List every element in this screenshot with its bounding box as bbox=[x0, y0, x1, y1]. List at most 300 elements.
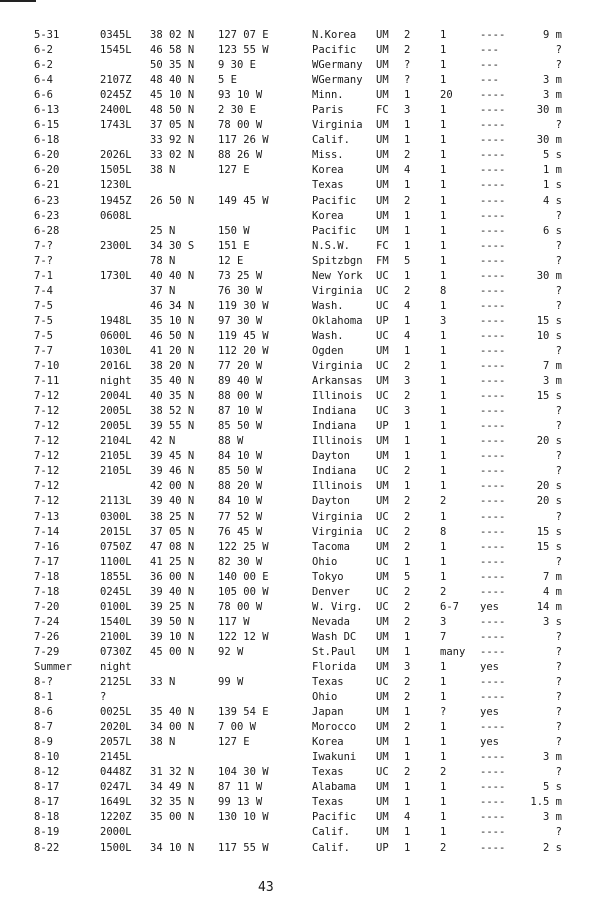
note-cell: ---- bbox=[480, 555, 506, 568]
number-cell: 1 bbox=[404, 736, 411, 749]
type-code-cell: UC bbox=[376, 269, 389, 282]
note-cell: ---- bbox=[480, 676, 506, 689]
note-cell: --- bbox=[480, 44, 499, 57]
date-cell: 7-12 bbox=[34, 450, 60, 463]
duration-cell: ? bbox=[555, 44, 562, 57]
date-cell: 7-17 bbox=[34, 555, 60, 568]
count-cell: 1 bbox=[440, 450, 447, 463]
number-cell: 2 bbox=[404, 721, 411, 734]
note-cell: --- bbox=[480, 59, 499, 72]
duration-cell: ? bbox=[555, 465, 562, 478]
note-cell: ---- bbox=[480, 314, 506, 327]
note-cell: ---- bbox=[480, 811, 506, 824]
number-cell: 2 bbox=[404, 44, 411, 57]
count-cell: 2 bbox=[440, 841, 447, 854]
table-row bbox=[0, 615, 600, 630]
longitude-cell: 84 10 W bbox=[218, 495, 263, 508]
latitude-cell: 35 00 N bbox=[150, 811, 195, 824]
number-cell: 2 bbox=[404, 600, 411, 613]
date-cell: 7-5 bbox=[34, 314, 53, 327]
latitude-cell: 46 34 N bbox=[150, 299, 195, 312]
note-cell: ---- bbox=[480, 585, 506, 598]
number-cell: 1 bbox=[404, 314, 411, 327]
note-cell: ---- bbox=[480, 269, 506, 282]
count-cell: 1 bbox=[440, 239, 447, 252]
number-cell: 2 bbox=[404, 495, 411, 508]
table-row bbox=[0, 404, 600, 419]
note-cell: ---- bbox=[480, 375, 506, 388]
count-cell: 1 bbox=[440, 74, 447, 87]
table-row bbox=[0, 28, 600, 43]
time-cell: 0025L bbox=[100, 706, 132, 719]
latitude-cell: 46 50 N bbox=[150, 329, 195, 342]
latitude-cell: 26 50 N bbox=[150, 194, 195, 207]
time-cell: 1100L bbox=[100, 555, 132, 568]
location-cell: Spitzbgn bbox=[312, 254, 363, 267]
type-code-cell: UM bbox=[376, 164, 389, 177]
duration-cell: 5 s bbox=[543, 149, 562, 162]
duration-cell: 9 m bbox=[543, 29, 562, 41]
location-cell: WGermany bbox=[312, 59, 363, 72]
latitude-cell: 37 N bbox=[150, 284, 176, 297]
latitude-cell: 39 45 N bbox=[150, 450, 195, 463]
duration-cell: ? bbox=[555, 630, 562, 643]
duration-cell: 20 s bbox=[536, 495, 562, 508]
table-row bbox=[0, 118, 600, 133]
duration-cell: ? bbox=[555, 706, 562, 719]
longitude-cell: 117 26 W bbox=[218, 134, 269, 147]
time-cell: 2005L bbox=[100, 420, 132, 433]
count-cell: 1 bbox=[440, 360, 447, 373]
table-row bbox=[0, 344, 600, 359]
latitude-cell: 39 50 N bbox=[150, 615, 195, 628]
table-row bbox=[0, 434, 600, 449]
duration-cell: 4 s bbox=[543, 194, 562, 207]
latitude-cell: 39 25 N bbox=[150, 600, 195, 613]
time-cell: 2005L bbox=[100, 405, 132, 418]
number-cell: 2 bbox=[404, 194, 411, 207]
table-row bbox=[0, 645, 600, 660]
latitude-cell: 40 35 N bbox=[150, 390, 195, 403]
table-row bbox=[0, 585, 600, 600]
table-row bbox=[0, 660, 600, 675]
duration-cell: ? bbox=[555, 826, 562, 839]
duration-cell: 15 s bbox=[536, 390, 562, 403]
type-code-cell: UC bbox=[376, 600, 389, 613]
longitude-cell: 119 30 W bbox=[218, 299, 269, 312]
date-cell: 8-18 bbox=[34, 811, 60, 824]
location-cell: New York bbox=[312, 269, 363, 282]
note-cell: ---- bbox=[480, 615, 506, 628]
location-cell: Denver bbox=[312, 585, 350, 598]
note-cell: ---- bbox=[480, 405, 506, 418]
note-cell: ---- bbox=[480, 164, 506, 177]
time-cell: 0448Z bbox=[100, 766, 132, 779]
number-cell: 1 bbox=[404, 435, 411, 448]
type-code-cell: UC bbox=[376, 405, 389, 418]
time-cell: 2125L bbox=[100, 676, 132, 689]
number-cell: 1 bbox=[404, 239, 411, 252]
location-cell: Virginia bbox=[312, 360, 363, 373]
type-code-cell: UM bbox=[376, 224, 389, 237]
type-code-cell: UM bbox=[376, 540, 389, 553]
count-cell: 2 bbox=[440, 495, 447, 508]
number-cell: 2 bbox=[404, 510, 411, 523]
time-cell: 1945Z bbox=[100, 194, 132, 207]
date-cell: 7-12 bbox=[34, 405, 60, 418]
longitude-cell: 119 45 W bbox=[218, 329, 269, 342]
latitude-cell: 37 05 N bbox=[150, 525, 195, 538]
count-cell: 3 bbox=[440, 314, 447, 327]
table-row bbox=[0, 88, 600, 103]
table-row bbox=[0, 735, 600, 750]
note-cell: ---- bbox=[480, 766, 506, 779]
type-code-cell: FM bbox=[376, 254, 389, 267]
note-cell: ---- bbox=[480, 841, 506, 854]
location-cell: Texas bbox=[312, 766, 344, 779]
type-code-cell: UM bbox=[376, 119, 389, 132]
date-cell: 7-1 bbox=[34, 269, 53, 282]
duration-cell: 10 s bbox=[536, 329, 562, 342]
longitude-cell: 150 W bbox=[218, 224, 250, 237]
note-cell: ---- bbox=[480, 194, 506, 207]
duration-cell: ? bbox=[555, 119, 562, 132]
table-row bbox=[0, 750, 600, 765]
time-cell: 1540L bbox=[100, 615, 132, 628]
note-cell: ---- bbox=[480, 480, 506, 493]
count-cell: 1 bbox=[440, 299, 447, 312]
note-cell: ---- bbox=[480, 691, 506, 704]
count-cell: 1 bbox=[440, 781, 447, 794]
number-cell: 3 bbox=[404, 104, 411, 117]
note-cell: ---- bbox=[480, 29, 506, 41]
duration-cell: ? bbox=[555, 420, 562, 433]
count-cell: 1 bbox=[440, 676, 447, 689]
latitude-cell: 50 35 N bbox=[150, 59, 195, 72]
date-cell: 7-11 bbox=[34, 375, 60, 388]
longitude-cell: 5 E bbox=[218, 74, 237, 87]
latitude-cell: 38 25 N bbox=[150, 510, 195, 523]
location-cell: Indiana bbox=[312, 465, 357, 478]
type-code-cell: UC bbox=[376, 299, 389, 312]
date-cell: 8-7 bbox=[34, 721, 53, 734]
location-cell: Paris bbox=[312, 104, 344, 117]
count-cell: 1 bbox=[440, 796, 447, 809]
longitude-cell: 88 00 W bbox=[218, 390, 263, 403]
latitude-cell: 38 52 N bbox=[150, 405, 195, 418]
location-cell: Oklahoma bbox=[312, 314, 363, 327]
longitude-cell: 112 20 W bbox=[218, 344, 269, 357]
number-cell: 2 bbox=[404, 585, 411, 598]
note-cell: ---- bbox=[480, 525, 506, 538]
longitude-cell: 127 E bbox=[218, 164, 250, 177]
number-cell: 1 bbox=[404, 134, 411, 147]
location-cell: Calif. bbox=[312, 134, 350, 147]
longitude-cell: 117 55 W bbox=[218, 841, 269, 854]
longitude-cell: 88 26 W bbox=[218, 149, 263, 162]
latitude-cell: 32 35 N bbox=[150, 796, 195, 809]
type-code-cell: UM bbox=[376, 751, 389, 764]
note-cell: ---- bbox=[480, 510, 506, 523]
longitude-cell: 9 30 E bbox=[218, 59, 256, 72]
time-cell: 2113L bbox=[100, 495, 132, 508]
latitude-cell: 35 10 N bbox=[150, 314, 195, 327]
date-cell: 7-12 bbox=[34, 390, 60, 403]
longitude-cell: 84 10 W bbox=[218, 450, 263, 463]
note-cell: ---- bbox=[480, 796, 506, 809]
location-cell: Calif. bbox=[312, 841, 350, 854]
longitude-cell: 104 30 W bbox=[218, 766, 269, 779]
table-row bbox=[0, 825, 600, 840]
type-code-cell: UM bbox=[376, 149, 389, 162]
latitude-cell: 45 10 N bbox=[150, 89, 195, 102]
date-cell: 7-20 bbox=[34, 600, 60, 613]
longitude-cell: 122 25 W bbox=[218, 540, 269, 553]
note-cell: ---- bbox=[480, 209, 506, 222]
latitude-cell: 42 N bbox=[150, 435, 176, 448]
table-row bbox=[0, 705, 600, 720]
type-code-cell: UM bbox=[376, 179, 389, 192]
location-cell: Alabama bbox=[312, 781, 357, 794]
latitude-cell: 35 40 N bbox=[150, 375, 195, 388]
type-code-cell: UM bbox=[376, 450, 389, 463]
duration-cell: ? bbox=[555, 736, 562, 749]
count-cell: 1 bbox=[440, 736, 447, 749]
type-code-cell: UC bbox=[376, 284, 389, 297]
type-code-cell: UM bbox=[376, 44, 389, 57]
longitude-cell: 7 00 W bbox=[218, 721, 256, 734]
time-cell: 0245L bbox=[100, 585, 132, 598]
date-cell: 6-23 bbox=[34, 194, 60, 207]
location-cell: Japan bbox=[312, 706, 344, 719]
number-cell: 2 bbox=[404, 691, 411, 704]
location-cell: Virginia bbox=[312, 284, 363, 297]
count-cell: 1 bbox=[440, 420, 447, 433]
table-row bbox=[0, 269, 600, 284]
time-cell: 2057L bbox=[100, 736, 132, 749]
note-cell: yes bbox=[480, 736, 499, 749]
table-row bbox=[0, 224, 600, 239]
table-row bbox=[0, 479, 600, 494]
table-row bbox=[0, 239, 600, 254]
count-cell: 8 bbox=[440, 525, 447, 538]
date-cell: 8-19 bbox=[34, 826, 60, 839]
count-cell: 1 bbox=[440, 254, 447, 267]
count-cell: 1 bbox=[440, 375, 447, 388]
number-cell: 1 bbox=[404, 450, 411, 463]
note-cell: ---- bbox=[480, 540, 506, 553]
count-cell: 20 bbox=[440, 89, 453, 102]
date-cell: 6-20 bbox=[34, 164, 60, 177]
number-cell: 5 bbox=[404, 254, 411, 267]
duration-cell: 2 s bbox=[543, 841, 562, 854]
date-cell: 7-26 bbox=[34, 630, 60, 643]
type-code-cell: UM bbox=[376, 59, 389, 72]
table-row bbox=[0, 314, 600, 329]
longitude-cell: 76 45 W bbox=[218, 525, 263, 538]
count-cell: 1 bbox=[440, 209, 447, 222]
type-code-cell: UM bbox=[376, 811, 389, 824]
note-cell: ---- bbox=[480, 119, 506, 132]
table-row bbox=[0, 795, 600, 810]
number-cell: 1 bbox=[404, 781, 411, 794]
number-cell: 1 bbox=[404, 119, 411, 132]
count-cell: 1 bbox=[440, 540, 447, 553]
duration-cell: ? bbox=[555, 59, 562, 72]
number-cell: 1 bbox=[404, 420, 411, 433]
time-cell: 0600L bbox=[100, 329, 132, 342]
longitude-cell: 89 40 W bbox=[218, 375, 263, 388]
date-cell: 7-24 bbox=[34, 615, 60, 628]
location-cell: W. Virg. bbox=[312, 600, 363, 613]
type-code-cell: UM bbox=[376, 660, 389, 673]
note-cell: yes bbox=[480, 600, 499, 613]
location-cell: Miss. bbox=[312, 149, 344, 162]
longitude-cell: 2 30 E bbox=[218, 104, 256, 117]
table-row bbox=[0, 810, 600, 825]
table-row bbox=[0, 254, 600, 269]
time-cell: night bbox=[100, 660, 132, 673]
count-cell: 1 bbox=[440, 691, 447, 704]
type-code-cell: UP bbox=[376, 314, 389, 327]
location-cell: Virginia bbox=[312, 119, 363, 132]
location-cell: St.Paul bbox=[312, 645, 357, 658]
longitude-cell: 123 55 W bbox=[218, 44, 269, 57]
count-cell: 1 bbox=[440, 119, 447, 132]
note-cell: ---- bbox=[480, 751, 506, 764]
type-code-cell: FC bbox=[376, 104, 389, 117]
longitude-cell: 97 30 W bbox=[218, 314, 263, 327]
note-cell: ---- bbox=[480, 89, 506, 102]
longitude-cell: 105 00 W bbox=[218, 585, 269, 598]
type-code-cell: UM bbox=[376, 796, 389, 809]
longitude-cell: 87 10 W bbox=[218, 405, 263, 418]
table-row bbox=[0, 449, 600, 464]
number-cell: 1 bbox=[404, 645, 411, 658]
location-cell: Texas bbox=[312, 676, 344, 689]
count-cell: 1 bbox=[440, 555, 447, 568]
longitude-cell: 78 00 W bbox=[218, 600, 263, 613]
latitude-cell: 38 N bbox=[150, 736, 176, 749]
number-cell: 1 bbox=[404, 269, 411, 282]
duration-cell: 3 m bbox=[543, 811, 562, 824]
table-row bbox=[0, 419, 600, 434]
count-cell: 1 bbox=[440, 329, 447, 342]
note-cell: ---- bbox=[480, 495, 506, 508]
duration-cell: 1 m bbox=[543, 164, 562, 177]
type-code-cell: UM bbox=[376, 645, 389, 658]
number-cell: 1 bbox=[404, 89, 411, 102]
location-cell: Pacific bbox=[312, 194, 357, 207]
corner-rule bbox=[0, 0, 36, 2]
number-cell: 2 bbox=[404, 284, 411, 297]
count-cell: 1 bbox=[440, 811, 447, 824]
time-cell: 2004L bbox=[100, 390, 132, 403]
time-cell: 1220Z bbox=[100, 811, 132, 824]
note-cell: ---- bbox=[480, 390, 506, 403]
table-row bbox=[0, 163, 600, 178]
latitude-cell: 41 25 N bbox=[150, 555, 195, 568]
longitude-cell: 92 W bbox=[218, 645, 244, 658]
type-code-cell: FC bbox=[376, 239, 389, 252]
number-cell: 1 bbox=[404, 480, 411, 493]
table-row bbox=[0, 690, 600, 705]
date-cell: 6-28 bbox=[34, 224, 60, 237]
longitude-cell: 99 13 W bbox=[218, 796, 263, 809]
number-cell: 1 bbox=[404, 555, 411, 568]
type-code-cell: UM bbox=[376, 826, 389, 839]
count-cell: 1 bbox=[440, 164, 447, 177]
date-cell: 6-6 bbox=[34, 89, 53, 102]
note-cell: ---- bbox=[480, 284, 506, 297]
duration-cell: 7 m bbox=[543, 570, 562, 583]
location-cell: Virginia bbox=[312, 510, 363, 523]
longitude-cell: 78 00 W bbox=[218, 119, 263, 132]
type-code-cell: UM bbox=[376, 435, 389, 448]
number-cell: 2 bbox=[404, 465, 411, 478]
date-cell: 7-7 bbox=[34, 344, 53, 357]
number-cell: 2 bbox=[404, 360, 411, 373]
count-cell: 1 bbox=[440, 59, 447, 72]
table-row bbox=[0, 73, 600, 88]
type-code-cell: UM bbox=[376, 375, 389, 388]
number-cell: 2 bbox=[404, 525, 411, 538]
number-cell: ? bbox=[404, 59, 411, 72]
table-row bbox=[0, 284, 600, 299]
note-cell: ---- bbox=[480, 104, 506, 117]
type-code-cell: UM bbox=[376, 721, 389, 734]
note-cell: ---- bbox=[480, 826, 506, 839]
time-cell: 0730Z bbox=[100, 645, 132, 658]
date-cell: 8-1 bbox=[34, 691, 53, 704]
location-cell: Pacific bbox=[312, 811, 357, 824]
longitude-cell: 88 20 W bbox=[218, 480, 263, 493]
type-code-cell: UM bbox=[376, 495, 389, 508]
note-cell: ---- bbox=[480, 299, 506, 312]
date-cell: 7-16 bbox=[34, 540, 60, 553]
date-cell: 6-18 bbox=[34, 134, 60, 147]
longitude-cell: 82 30 W bbox=[218, 555, 263, 568]
count-cell: ? bbox=[440, 706, 447, 719]
latitude-cell: 47 08 N bbox=[150, 540, 195, 553]
latitude-cell: 37 05 N bbox=[150, 119, 195, 132]
type-code-cell: UM bbox=[376, 344, 389, 357]
duration-cell: 3 m bbox=[543, 74, 562, 87]
note-cell: ---- bbox=[480, 630, 506, 643]
number-cell: 4 bbox=[404, 329, 411, 342]
date-cell: 7-4 bbox=[34, 284, 53, 297]
count-cell: 1 bbox=[440, 134, 447, 147]
duration-cell: 30 m bbox=[536, 134, 562, 147]
latitude-cell: 34 30 S bbox=[150, 239, 195, 252]
longitude-cell: 140 00 E bbox=[218, 570, 269, 583]
count-cell: 2 bbox=[440, 766, 447, 779]
latitude-cell: 40 40 N bbox=[150, 269, 195, 282]
number-cell: ? bbox=[404, 74, 411, 87]
latitude-cell: 46 58 N bbox=[150, 44, 195, 57]
duration-cell: ? bbox=[555, 676, 562, 689]
count-cell: 1 bbox=[440, 344, 447, 357]
table-row bbox=[0, 510, 600, 525]
time-cell: 1545L bbox=[100, 44, 132, 57]
table-row bbox=[0, 525, 600, 540]
location-cell: Illinois bbox=[312, 390, 363, 403]
count-cell: 1 bbox=[440, 465, 447, 478]
type-code-cell: UM bbox=[376, 570, 389, 583]
latitude-cell: 39 40 N bbox=[150, 585, 195, 598]
time-cell: 2020L bbox=[100, 721, 132, 734]
location-cell: Arkansas bbox=[312, 375, 363, 388]
